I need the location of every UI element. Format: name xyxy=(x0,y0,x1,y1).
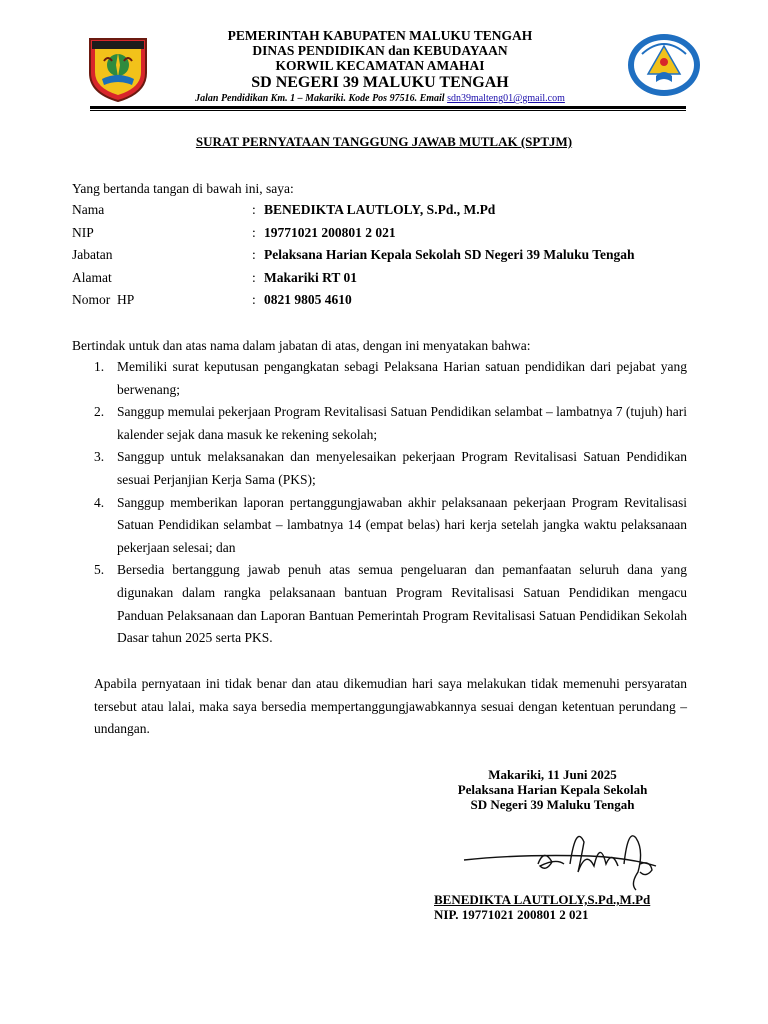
identity-label: NIP xyxy=(72,224,94,240)
address-text: Jalan Pendidikan Km. 1 – Makariki. Kode Pos 97516. Email xyxy=(195,93,448,104)
list-item-number: 1. xyxy=(94,359,105,374)
letterhead-rule-thick xyxy=(90,106,686,109)
identity-table xyxy=(72,199,635,312)
letterhead-school: SD NEGERI 39 MALUKU TENGAH xyxy=(251,74,509,91)
list-item xyxy=(94,446,687,491)
identity-row-hp xyxy=(72,289,635,312)
list-item xyxy=(94,401,687,446)
signer-school: SD Negeri 39 Maluku Tengah xyxy=(470,797,635,812)
identity-value: BENEDIKTA LAUTLOLY, S.Pd., M.Pd xyxy=(264,202,496,217)
signer-role: Pelaksana Harian Kepala Sekolah xyxy=(457,782,648,797)
list-item-number: 5. xyxy=(94,562,105,578)
list-item-text: Sanggup untuk melaksanakan dan menyelesaikan pekerjaan Program Revitalisasi Satuan Pendidikan sesuai Perjanjian Kerja Sama (PKS); xyxy=(117,449,687,487)
list-item xyxy=(94,356,687,401)
list-item-text: Bersedia bertanggung jawab penuh atas semua pengeluaran dan pemanfaatan seluruh dana yang digunakan dalam rangka pelaksanaan bantuan Program Revitalisasi Satuan Pendidikan mengacu Panduan Pelaksanaan dan Laporan Bantuan Pemerintah Program Revitalisasi Satuan Pendidikan Sekolah Dasar tahun 2025 serta PKS. xyxy=(117,562,687,646)
identity-label: Nomor HP xyxy=(72,292,135,308)
identity-row-jabatan xyxy=(72,244,635,267)
list-item-text: Sanggup memberikan laporan pertanggungjawaban akhir pelaksanaan pekerjaan Program Revitalisasi Satuan Pendidikan selambat – lambatnya 14 (empat belas) hari kerja setelah jangka waktu pelaksanaan pekerjaan selesai; dan xyxy=(117,494,687,555)
letterhead xyxy=(160,28,600,106)
list-item-number: 3. xyxy=(94,449,105,465)
signature-block xyxy=(420,767,685,812)
email-link[interactable]: sdn39malteng01@gmail.com xyxy=(447,93,565,104)
identity-value: 0821 9805 4610 xyxy=(264,292,352,308)
letterhead-address xyxy=(160,92,600,106)
identity-colon: : xyxy=(252,202,256,217)
identity-value: Makariki RT 01 xyxy=(264,269,358,285)
identity-row-nip xyxy=(72,222,635,245)
signer-nip: NIP. 19771021 200801 2 021 xyxy=(434,907,589,922)
identity-value: Pelaksana Harian Kepala Sekolah SD Negeri 39 Maluku Tengah xyxy=(264,247,635,263)
identity-row-alamat xyxy=(72,267,635,290)
list-item-text: Memiliki surat keputusan pengangkatan sebagi Pelaksana Harian satuan pendidikan dari pejabat yang berwenang; xyxy=(117,359,687,397)
statement-list xyxy=(94,356,687,650)
intro-text: Yang bertanda tangan di bawah ini, saya: xyxy=(72,181,294,196)
list-item xyxy=(94,492,687,560)
document-title: SURAT PERNYATAAN TANGGUNG JAWAB MUTLAK (SPTJM) xyxy=(195,134,573,149)
maluku-tengah-emblem-icon xyxy=(84,35,152,103)
letterhead-government: PEMERINTAH KABUPATEN MALUKU TENGAH xyxy=(227,28,533,43)
identity-row-nama xyxy=(72,199,635,222)
place-date: Makariki, 11 Juni 2025 xyxy=(488,767,617,782)
identity-colon: : xyxy=(252,269,256,285)
list-item-number: 2. xyxy=(94,404,105,420)
identity-value: 19771021 200801 2 021 xyxy=(264,224,396,240)
tut-wuri-handayani-logo-icon xyxy=(626,32,702,98)
closing-paragraph: Apabila pernyataan ini tidak benar dan atau dikemudian hari saya melakukan tidak memenuhi persyaratan tersebut atau lalai, maka saya bersedia mempertanggungjawabkannya sesuai dengan ketentuan perundang – undangan. xyxy=(94,676,687,737)
identity-colon: : xyxy=(252,292,256,308)
list-item xyxy=(94,559,687,649)
letterhead-rule-thin xyxy=(90,110,686,111)
identity-label: Alamat xyxy=(72,269,112,285)
signer-name: BENEDIKTA LAUTLOLY,S.Pd.,M.Pd xyxy=(434,892,651,907)
list-item-text: Sanggup memulai pekerjaan Program Revitalisasi Satuan Pendidikan selambat – lambatnya 7 (tujuh) hari kalender sejak dana masuk ke rekening sekolah; xyxy=(117,404,687,442)
list-item-number: 4. xyxy=(94,494,105,510)
identity-label: Nama xyxy=(72,202,105,217)
letterhead-district: KORWIL KECAMATAN AMAHAI xyxy=(275,58,485,73)
letterhead-department: DINAS PENDIDIKAN dan KEBUDAYAAN xyxy=(252,43,508,58)
identity-colon: : xyxy=(252,247,256,263)
handwritten-signature-icon xyxy=(460,820,660,892)
statement-text: Bertindak untuk dan atas nama dalam jabatan di atas, dengan ini menyatakan bahwa: xyxy=(72,338,531,353)
signer-identity xyxy=(434,892,650,922)
identity-label: Jabatan xyxy=(72,247,113,263)
identity-colon: : xyxy=(252,224,256,240)
